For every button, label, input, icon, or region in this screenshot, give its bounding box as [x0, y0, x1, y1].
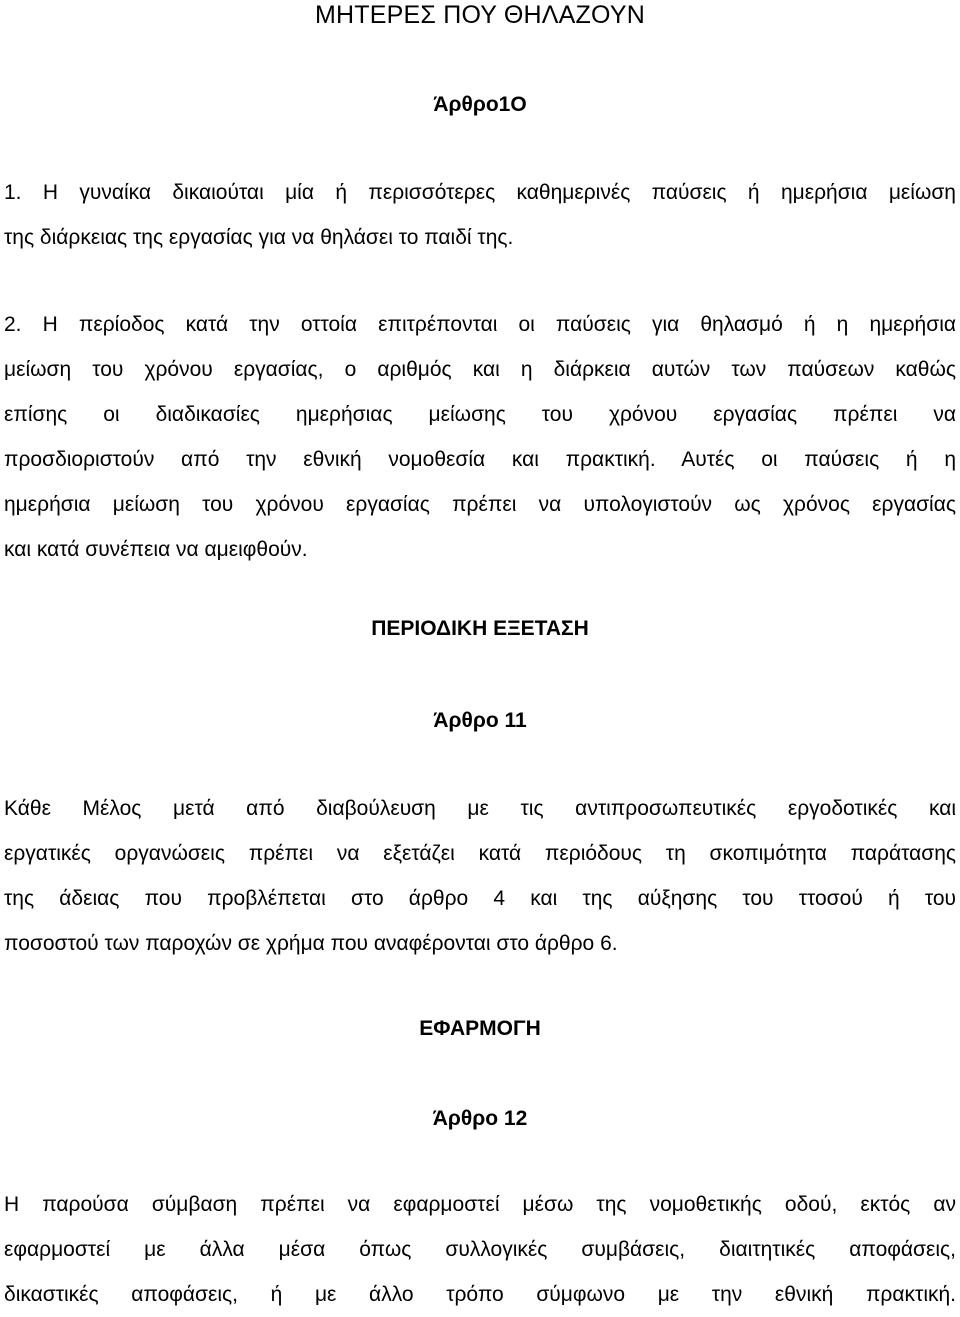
paragraph-line: 1. Η γυναίκα δικαιούται μία ή περισσότερες καθημερινές παύσεις ή ημερήσια μείωση: [4, 181, 956, 204]
paragraph-line: ποσοστού των παροχών σε χρήμα που αναφέρονται στο άρθρο 6.: [4, 932, 618, 955]
paragraph-line: εργατικές οργανώσεις πρέπει να εξετάζει κατά περιόδους τη σκοπιμότητα παράτασης: [4, 842, 956, 865]
paragraph-line: Η παρούσα σύμβαση πρέπει να εφαρμοστεί μέσω της νομοθετικής οδού, εκτός αν: [4, 1193, 956, 1216]
article-10-heading: Άρθρο1Ο: [433, 93, 527, 116]
article-10-paragraph-2: [4, 302, 956, 572]
article-10-paragraph-1: [4, 170, 956, 260]
application-heading: ΕΦΑΡΜΟΓΗ: [419, 1017, 541, 1040]
paragraph-line: και κατά συνέπεια να αμειφθούν.: [4, 538, 308, 561]
paragraph-line: εφαρμοστεί με άλλα μέσα όπως συλλογικές συμβάσεις, διαιτητικές αποφάσεις,: [4, 1238, 956, 1261]
paragraph-line: μείωση του χρόνου εργασίας, ο αριθμός και η διάρκεια αυτών των παύσεων καθώς: [4, 358, 956, 381]
paragraph-line: Κάθε Μέλος μετά από διαβούλευση με τις αντιπροσωπευτικές εργοδοτικές και: [4, 797, 956, 820]
article-12-paragraph: [4, 1182, 956, 1317]
paragraph-line: δικαστικές αποφάσεις, ή με άλλο τρόπο σύμφωνο με την εθνική πρακτική.: [4, 1283, 956, 1306]
article-11-heading: Άρθρο 11: [433, 709, 527, 732]
paragraph-line: της διάρκειας της εργασίας για να θηλάσει το παιδί της.: [4, 226, 514, 249]
paragraph-line: επίσης οι διαδικασίες ημερήσιας μείωσης του χρόνου εργασίας πρέπει να: [4, 403, 956, 426]
paragraph-line: της άδειας που προβλέπεται στο άρθρο 4 και της αύξησης του ττοσού ή του: [4, 887, 956, 910]
paragraph-line: 2. Η περίοδος κατά την οττοία επιτρέπονται οι παύσεις για θηλασμό ή η ημερήσια: [4, 313, 956, 336]
document-title: ΜΗΤΕΡΕΣ ΠΟΥ ΘΗΛΑΖΟΥΝ: [315, 1, 645, 29]
article-12-heading: Άρθρο 12: [432, 1107, 528, 1130]
article-11-paragraph: [4, 786, 956, 966]
paragraph-line: ημερήσια μείωση του χρόνου εργασίας πρέπει να υπολογιστούν ως χρόνος εργασίας: [4, 493, 956, 516]
periodic-review-heading: ΠΕΡΙΟΔΙΚΗ ΕΞΕΤΑΣΗ: [371, 617, 589, 640]
paragraph-line: προσδιοριστούν από την εθνική νομοθεσία και πρακτική. Αυτές οι παύσεις ή η: [4, 448, 956, 471]
